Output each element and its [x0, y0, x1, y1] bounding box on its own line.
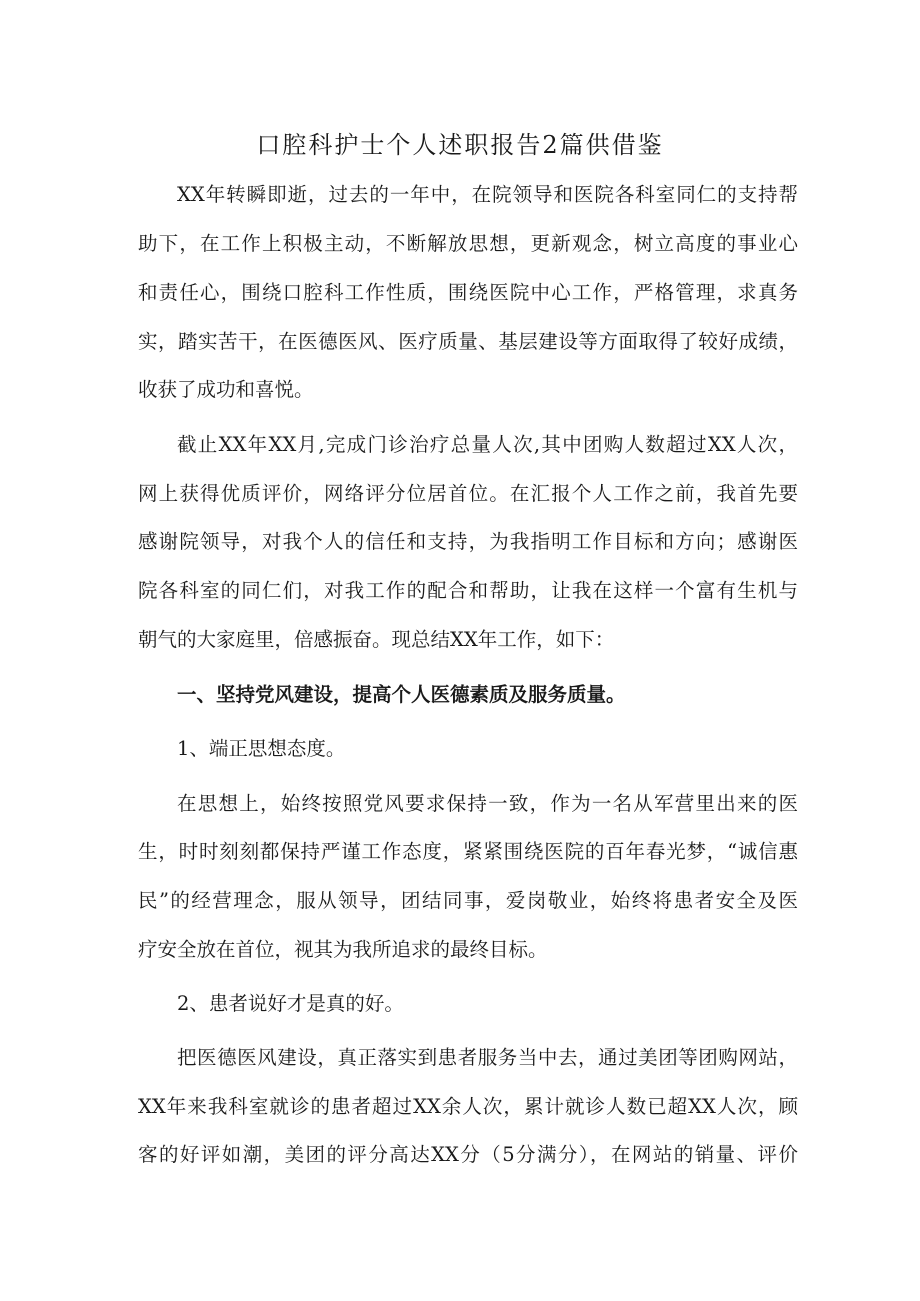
- paragraph-1-line-2: 助下，在工作上积极主动，不断解放思想，更新观念，树立高度的事业心: [138, 232, 798, 255]
- paragraph-2-line-1: 截止XX年XX月,完成门诊治疗总量人次,其中团购人数超过XX人次，: [177, 433, 798, 456]
- paragraph-2-line-2: 网上获得优质评价，网络评分位居首位。在汇报个人工作之前，我首先要: [138, 482, 798, 505]
- paragraph-3-line-2: 生，时时刻刻都保持严谨工作态度，紧紧围绕医院的百年春光梦，“诚信惠: [138, 840, 798, 863]
- paragraph-3-line-1: 在思想上，始终按照党风要求保持一致，作为一名从军营里出来的医: [177, 792, 798, 815]
- paragraph-4-line-1: 把医德医风建设，真正落实到患者服务当中去，通过美团等团购网站，: [177, 1046, 798, 1069]
- paragraph-1-line-3: 和责任心，围绕口腔科工作性质，围绕医院中心工作，严格管理，求真务: [138, 281, 798, 304]
- paragraph-1-line-5: 收获了成功和喜悦。: [138, 378, 314, 401]
- subsection-2-heading: 2、患者说好才是真的好。: [177, 992, 404, 1015]
- paragraph-2-line-4: 院各科室的同仁们，对我工作的配合和帮助，让我在这样一个富有生机与: [138, 579, 798, 602]
- paragraph-4-line-3: 客的好评如潮，美团的评分高达XX分（5分满分），在网站的销量、评价: [138, 1143, 798, 1166]
- paragraph-4-line-2: XX年来我科室就诊的患者超过XX余人次，累计就诊人数已超XX人次，顾: [138, 1095, 798, 1118]
- paragraph-2-line-3: 感谢院领导，对我个人的信任和支持，为我指明工作目标和方向；感谢医: [138, 530, 798, 553]
- section-1-heading: 一、坚持党风建设，提高个人医德素质及服务质量。: [177, 683, 626, 706]
- paragraph-3-line-4: 疗安全放在首位，视其为我所追求的最终目标。: [138, 938, 548, 961]
- paragraph-1-line-1: XX年转瞬即逝，过去的一年中，在院领导和医院各科室同仁的支持帮: [177, 183, 798, 206]
- paragraph-1-line-4: 实，踏实苦干，在医德医风、医疗质量、基层建设等方面取得了较好成绩，: [138, 330, 798, 353]
- document-title: 口腔科护士个人述职报告2篇供借鉴: [256, 131, 664, 159]
- paragraph-2-line-5: 朝气的大家庭里，倍感振奋。现总结XX年工作，如下：: [138, 628, 615, 651]
- paragraph-3-line-3: 民”的经营理念，服从领导，团结同事，爱岗敬业，始终将患者安全及医: [138, 889, 798, 912]
- subsection-1-heading: 1、端正思想态度。: [177, 737, 346, 760]
